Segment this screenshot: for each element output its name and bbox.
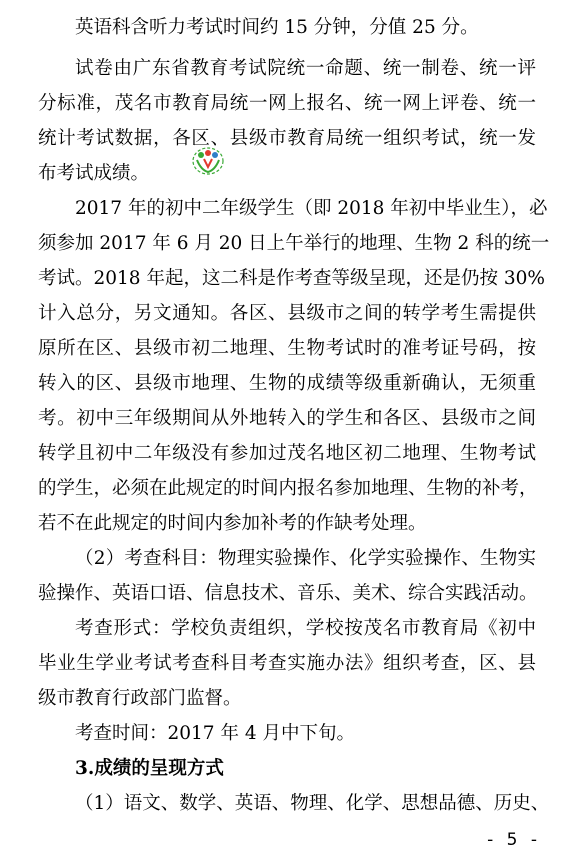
- paragraph-line: 原所在区、县级市初二地理、生物考试时的准考证号码，按: [38, 338, 536, 359]
- education-logo-icon: [191, 146, 225, 176]
- paragraph-line: （2）考查科目：物理实验操作、化学实验操作、生物实: [75, 548, 536, 569]
- paragraph-line: 须参加 2017 年 6 月 20 日上午举行的地理、生物 2 科的统一: [38, 233, 550, 254]
- paragraph-line: 级市教育行政部门监督。: [38, 688, 242, 709]
- paragraph-line: 验操作、英语口语、信息技术、音乐、美术、综合实践活动。: [38, 583, 538, 604]
- page-number: - 5 -: [487, 830, 541, 850]
- paragraph-line: 若不在此规定的时间内参加补考的作缺考处理。: [38, 513, 427, 534]
- paragraph-line: 布考试成绩。: [38, 163, 150, 184]
- paragraph-line: 分标准，茂名市教育局统一网上报名、统一网上评卷、统一: [38, 93, 536, 114]
- paragraph-line: 的学生，必须在此规定的时间内报名参加地理、生物的补考，: [38, 478, 538, 499]
- paragraph-line: 统计考试数据，各区、县级市教育局统一组织考试，统一发: [38, 128, 536, 149]
- paragraph-line: 毕业生学业考试考查科目考查实施办法》组织考查，区、县: [38, 653, 536, 674]
- paragraph-line: 考查形式：学校负责组织，学校按茂名市教育局《初中: [75, 618, 536, 639]
- paragraph-line: 转入的区、县级市地理、生物的成绩等级重新确认，无须重: [38, 373, 536, 394]
- paragraph-line: 试卷由广东省教育考试院统一命题、统一制卷、统一评: [75, 58, 536, 79]
- paragraph-line: 转学且初中二年级没有参加过茂名地区初二地理、生物考试: [38, 443, 536, 464]
- paragraph-line: 考试。2018 年起，这二科是作考查等级呈现，还是仍按 30%: [38, 268, 545, 289]
- paragraph-line: 考。初中三年级期间从外地转入的学生和各区、县级市之间: [38, 408, 536, 429]
- section-heading: 3.成绩的呈现方式: [75, 758, 224, 779]
- paragraph-line: 考查时间：2017 年 4 月中下旬。: [75, 723, 355, 744]
- paragraph-line: 英语科含听力考试时间约 15 分钟，分值 25 分。: [75, 17, 479, 38]
- paragraph-line: （1）语文、数学、英语、物理、化学、思想品德、历史、: [75, 793, 550, 814]
- paragraph-line: 计入总分，另文通知。各区、县级市之间的转学考生需提供: [38, 303, 536, 324]
- paragraph-line: 2017 年的初中二年级学生（即 2018 年初中毕业生），必: [75, 198, 548, 219]
